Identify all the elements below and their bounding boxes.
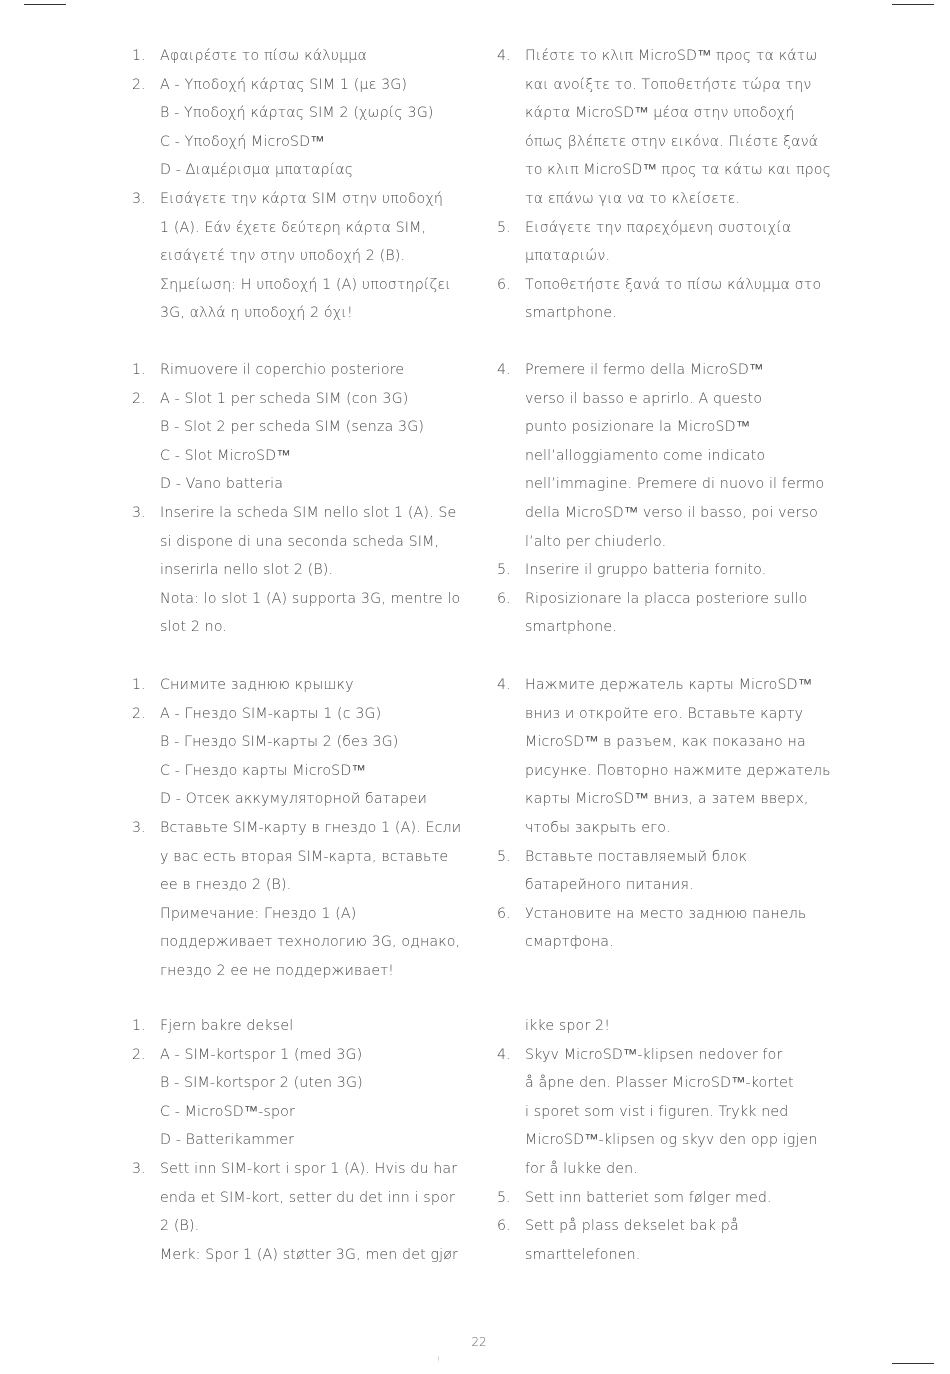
left-column-item-text-line: Inserire la scheda SIM nello slot 1 (A). Se [160, 505, 457, 521]
right-column-item-number: 4. [497, 677, 511, 693]
left-column-item-text-line: A - Гнездо SIM-карты 1 (с 3G) [160, 705, 382, 722]
right-column-item-text-line: Riposizionare la placca posteriore sullo [525, 590, 808, 607]
right-column-item-number: 5. [497, 219, 511, 236]
right-column-item-text-line: punto posizionare la MicroSD™ [525, 419, 751, 436]
left-column-item-text-line: Снимите заднюю крышку [160, 677, 354, 693]
right-column-item-number: 6. [497, 1218, 511, 1235]
right-column-item-text-line: Τοποθετήστε ξανά το πίσω κάλυμμα στο [525, 276, 822, 293]
right-column-item-number: 6. [497, 590, 511, 607]
right-column-item-text-line: Εισάγετε την παρεχόμενη συστοιχία [525, 219, 792, 236]
right-column-item-number: 5. [497, 1189, 511, 1206]
right-column-item-text-line: MicroSD™-klipsen og skyv den opp igjen [525, 1132, 818, 1149]
left-column-item-number: 2. [132, 390, 146, 407]
left-column-item-number: 1. [132, 1018, 146, 1034]
left-column-item-text-line: Sett inn SIM-kort i spor 1 (A). Hvis du har [160, 1161, 458, 1177]
left-column-item-text-line: slot 2 no. [160, 619, 228, 636]
left-column-item-text-line: D - Vano batteria [160, 476, 284, 493]
right-column-item-text-line: smartphone. [525, 305, 617, 322]
right-column-item-text-line: å åpne den. Plasser MicroSD™-kortet [525, 1075, 794, 1092]
right-column-item-text-line: чтобы закрыть его. [525, 820, 671, 836]
left-column-item-text-line: 2 (B). [160, 1218, 200, 1235]
right-column-item-text-line: MicroSD™ в разъем, как показано на [525, 734, 806, 751]
right-column-item-number: 6. [497, 276, 511, 293]
left-column-item-text-line: C - Υποδοχή MicroSD™ [160, 133, 325, 150]
left-column-item-text-line: Εισάγετε την κάρτα SIM στην υποδοχή [160, 191, 444, 207]
crop-mark-top-right [892, 4, 934, 5]
left-column-item-number: 3. [132, 505, 146, 521]
right-column-item-text-line: smarttelefonen. [525, 1246, 641, 1263]
right-column-item-text-line: verso il basso e aprirlo. A questo [525, 390, 763, 407]
right-column-item-text-line: Вставьте поставляемый блок [525, 848, 748, 865]
footer-mark: ! [437, 1356, 441, 1366]
left-column-item-text-line: у вас есть вторая SIM-карта, вставьте [160, 848, 449, 865]
left-column-item-text-line: D - Διαμέρισμα μπαταρίας [160, 162, 354, 179]
right-column-item-text-line: Premere il fermo della MicroSD™ [525, 362, 764, 378]
right-column-item-text-line: όπως βλέπετε στην εικόνα. Πιέστε ξανά [525, 133, 819, 150]
left-column-item-number: 2. [132, 76, 146, 93]
left-column-item-text-line: D - Отсек аккумуляторной батареи [160, 791, 427, 808]
left-column-item-number: 2. [132, 705, 146, 722]
left-column-item-text-line: Fjern bakre deksel [160, 1018, 294, 1034]
right-column-item-text-line: Πιέστε το κλιπ MicroSD™ προς τα κάτω [525, 48, 818, 64]
right-column-item-text-line: smartphone. [525, 619, 617, 636]
right-column-item-number: 5. [497, 562, 511, 579]
right-column-item-text-line: μπαταριών. [525, 248, 611, 265]
left-column-item-text-line: Αφαιρέστε το πίσω κάλυμμα [160, 48, 367, 64]
left-column-item-text-line: 3G, αλλά η υποδοχή 2 όχι! [160, 305, 353, 322]
right-column-item-number: 4. [497, 48, 511, 64]
right-column-item-text-line: κάρτα MicroSD™ μέσα στην υποδοχή [525, 105, 795, 122]
left-column-item-number: 3. [132, 820, 146, 836]
right-column-item-text-line: τα επάνω για να το κλείσετε. [525, 191, 741, 207]
left-column-item-text-line: A - Slot 1 per scheda SIM (con 3G) [160, 390, 409, 407]
left-column-item-number: 1. [132, 362, 146, 378]
right-column-item-text-line: nell’alloggiamento come indicato [525, 447, 766, 464]
left-column-item-text-line: Nota: lo slot 1 (A) supporta 3G, mentre lo [160, 590, 461, 607]
left-column-item-number: 2. [132, 1046, 146, 1063]
right-column-item-text-line: το κλιπ MicroSD™ προς τα κάτω και προς [525, 162, 832, 179]
crop-mark-bottom-right [892, 1363, 934, 1364]
right-column-item-text-line: рисунке. Повторно нажмите держатель [525, 762, 831, 779]
right-column-item-text-line: батарейного питания. [525, 877, 694, 894]
right-column-item-text-line: Sett på plass dekselet bak på [525, 1218, 739, 1235]
right-column-item-text-line: ikke spor 2! [525, 1018, 611, 1034]
left-column-item-text-line: A - Υποδοχή κάρτας SIM 1 (με 3G) [160, 76, 408, 93]
page-number: 22 [471, 1335, 487, 1349]
right-column-item-text-line: вниз и откройте его. Вставьте карту [525, 705, 804, 722]
right-column-item-number: 4. [497, 362, 511, 378]
left-column-item-number: 1. [132, 677, 146, 693]
left-column-item-text-line: Σημείωση: Η υποδοχή 1 (A) υποστηρίζει [160, 276, 451, 293]
right-column-item-number: 5. [497, 848, 511, 865]
right-column-item-text-line: della MicroSD™ verso il basso, poi verso [525, 505, 818, 521]
right-column-item-text-line: карты MicroSD™ вниз, а затем вверх, [525, 791, 809, 808]
left-column-item-text-line: Merk: Spor 1 (A) støtter 3G, men det gjør [160, 1246, 459, 1263]
left-column-item-text-line: Вставьте SIM-карту в гнездо 1 (A). Если [160, 820, 462, 836]
left-column-item-text-line: B - Slot 2 per scheda SIM (senza 3G) [160, 419, 425, 436]
left-column-item-text-line: εισάγετέ την στην υποδοχή 2 (B). [160, 248, 406, 265]
right-column-item-text-line: και ανοίξτε το. Τοποθετήστε τώρα την [525, 76, 812, 93]
left-column-item-text-line: 1 (A). Εάν έχετε δεύτερη κάρτα SIM, [160, 219, 427, 236]
left-column-item-text-line: B - Гнездо SIM-карты 2 (без 3G) [160, 734, 399, 751]
left-column-item-text-line: C - MicroSD™-spor [160, 1103, 295, 1120]
left-column-item-text-line: C - Гнездо карты MicroSD™ [160, 762, 366, 779]
left-column-item-text-line: поддерживает технологию 3G, однако, [160, 934, 461, 951]
left-column-item-text-line: inserirla nello slot 2 (B). [160, 562, 334, 579]
left-column-item-text-line: B - Υποδοχή κάρτας SIM 2 (χωρίς 3G) [160, 105, 434, 122]
right-column-item-text-line: Inserire il gruppo batteria fornito. [525, 562, 767, 579]
right-column-item-text-line: l’alto per chiuderlo. [525, 533, 667, 550]
left-column-item-text-line: C - Slot MicroSD™ [160, 447, 291, 464]
left-column-item-text-line: A - SIM-kortspor 1 (med 3G) [160, 1046, 363, 1063]
left-column-item-text-line: Rimuovere il coperchio posteriore [160, 362, 405, 378]
left-column-item-text-line: enda et SIM-kort, setter du det inn i spor [160, 1189, 455, 1206]
left-column-item-text-line: гнездо 2 ее не поддерживает! [160, 963, 395, 979]
right-column-item-number: 4. [497, 1046, 511, 1063]
left-column-item-number: 3. [132, 1161, 146, 1177]
left-column-item-number: 1. [132, 48, 146, 64]
right-column-item-number: 6. [497, 905, 511, 922]
left-column-item-text-line: ее в гнездо 2 (B). [160, 877, 292, 894]
left-column-item-text-line: D - Batterikammer [160, 1132, 295, 1149]
right-column-item-text-line: Skyv MicroSD™-klipsen nedover for [525, 1046, 783, 1063]
left-column-item-number: 3. [132, 191, 146, 207]
right-column-item-text-line: Sett inn batteriet som følger med. [525, 1189, 772, 1206]
left-column-item-text-line: Примечание: Гнездо 1 (A) [160, 905, 357, 922]
crop-mark-top-left [24, 4, 66, 5]
right-column-item-text-line: for å lukke den. [525, 1161, 638, 1177]
left-column-item-text-line: B - SIM-kortspor 2 (uten 3G) [160, 1075, 363, 1092]
right-column-item-text-line: Нажмите держатель карты MicroSD™ [525, 677, 813, 693]
right-column-item-text-line: nell’immagine. Premere di nuovo il fermo [525, 476, 825, 493]
right-column-item-text-line: смартфона. [525, 934, 614, 951]
left-column-item-text-line: si dispone di una seconda scheda SIM, [160, 533, 440, 550]
right-column-item-text-line: i sporet som vist i figuren. Trykk ned [525, 1103, 789, 1120]
right-column-item-text-line: Установите на место заднюю панель [525, 905, 807, 922]
